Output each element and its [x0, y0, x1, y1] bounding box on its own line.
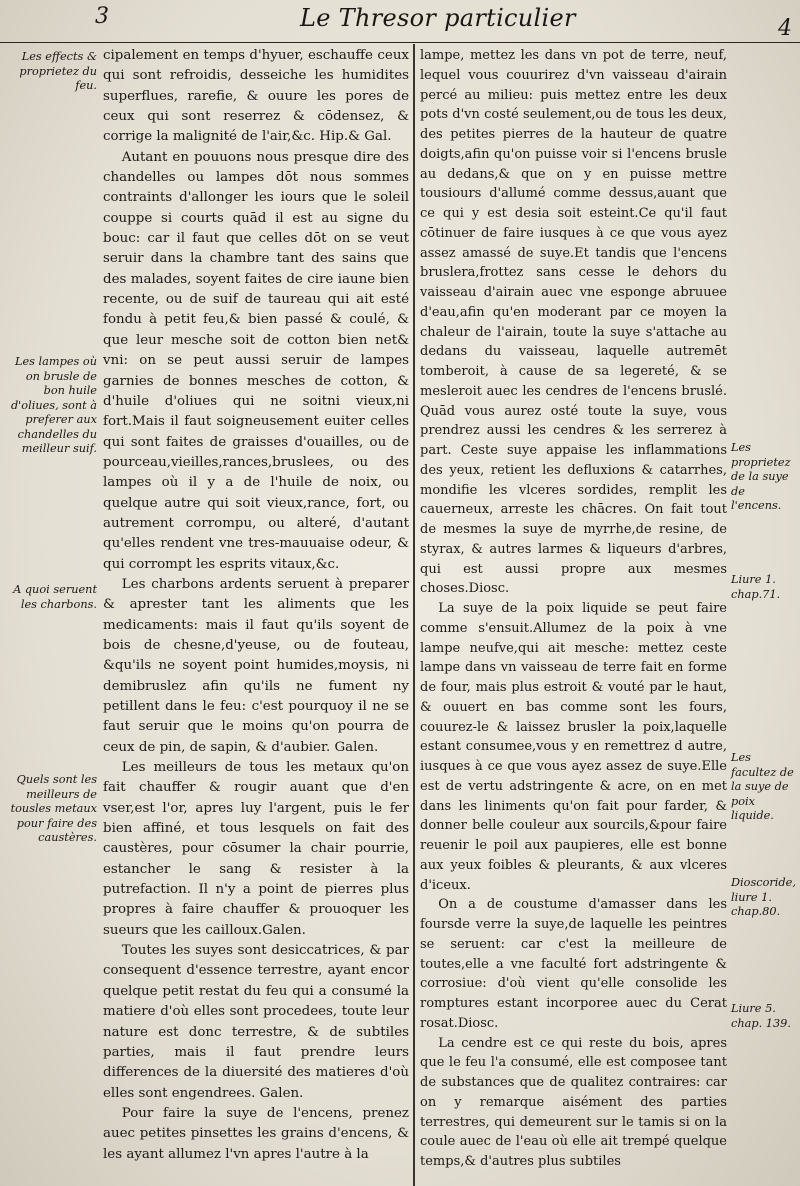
page-header — [0, 0, 800, 43]
left-page-number: 3 — [95, 4, 109, 29]
margin-note: Liure 1. chap.71. — [731, 573, 781, 601]
paragraph: cipalement en temps d'hyuer, eschauffe ceux qui sont refroidis, desseiche les humidites superflues, rarefie, & ouure les pores de ceux qui sont reserrez & cōdensez, & corrige la malignité de l'air,&c. Hip.& Gal. — [103, 48, 409, 145]
margin-note: Liure 5. chap. 139. — [731, 1002, 791, 1030]
margin-note: Les proprietez de la suye de l'encens. — [731, 441, 791, 512]
running-title: Le Thresor particulier — [300, 4, 576, 32]
paragraph: La cendre est ce qui reste du bois, apres que le feu l'a consumé, elle est composee tant de substances que de qualitez contraires: car on y remarque aisément des parties terrestres, qui demeurent sur le tamis si on la coule auec de l'eau où elle ait trempé quelque temps,& d'autres plus subtiles — [420, 1035, 727, 1169]
right-text-column — [420, 46, 727, 1172]
margin-note: Quels sont les meilleurs de tousles metaux pour faire des caustères. — [10, 773, 97, 844]
column-divider — [413, 44, 415, 1186]
paragraph: lampe, mettez les dans vn pot de terre, neuf, lequel vous couurirez d'vn vaisseau d'airain percé au milieu: puis mettez entre les deux pots d'vn costé seulement,ou de tous les deux, des petites pierres de la hauteur de quatre doigts,afin qu'on puisse voir si l'encens brusle au dedans,& que on y en puisse mettre tousiours d'allumé comme dessus,auant que ce qui y est desia soit esteint.Ce qu'il faut cōtinuer de faire iusques à ce que vous ayez assez amassé de suye.Et tandis que l'encens bruslera,frottez sans cesse le dehors du vaisseau d'airain auec vne esponge abruuee d'eau,afin qu'en moderant par ce moyen la chaleur de l'airain, toute la suye s'attache au dedans du vaisseau, laquelle autremēt tomberoit, à cause de sa legereté, & se mesleroit auec les cendres de l'encens bruslé. Quād vous aurez osté toute la suye, vous prendrez aussi les cendres & les serrerez à part. Ceste suye appaise les inflammations des yeux, retient les defluxions & catarrhes, mondifie les vlceres sordides, remplit les cauerneux, arreste les chācres. On fait tout de mesmes la suye de myrrhe,de resine, de styrax, & autres larmes & liqueurs d'arbres, qui est aussi propre aux mesmes choses.Diosc. — [420, 48, 727, 597]
paragraph: Autant en pouuons nous presque dire des chandelles ou lampes dōt nous sommes contraints d'allonger les iours que le soleil couppe si courts quād il est au signe du bouc: car il faut que celles dōt on se veut seruir dans la chambre tant des sains que des malades, soyent faites de cire iaune bien recente, ou de suif de taureau qui ait esté fondu à petit feu,& bien passé & coulé, & que leur mesche soit de cotton bien net& vni: on se peut aussi seruir de lampes garnies de bonnes mesches de cotton, & d'huile d'oliues qui ne soitni vieux,ni fort.Mais il faut soigneusement euiter celles qui sont faites de graisses d'ouailles, ou de pourceau,vieilles,rances,bruslees, ou des lampes où il y a de l'huile de noix, ou quelque autre qui soit vieux,rance, fort, ou autrement corrompu, ou alteré, d'autant qu'elles rendent vne tres-mauuaise odeur, & qui corrompt les esprits vitaux,&c. — [103, 149, 409, 572]
right-page-number: 4 — [778, 16, 792, 41]
margin-note: A quoi seruent les charbons. — [13, 583, 97, 611]
paragraph: Pour faire la suye de l'encens, prenez auec petites pinsettes les grains d'encens, & les ayant allumez l'vn apres l'autre à la — [103, 1105, 409, 1162]
margin-note: Les lampes où on brusle de bon huile d'oliues, sont à preferer aux chandelles du meilleur suif. — [10, 355, 97, 455]
margin-note: Les facultez de la suye de poix liquide. — [731, 751, 794, 822]
paragraph: La suye de la poix liquide se peut faire comme s'ensuit.Allumez de la poix à vne lampe neufve,qui ait mesche: mettez ceste lampe dans vn vaisseau de terre fait en forme de four, mais plus estroit & vouté par le haut, & ouuert en bas comme sont les fours, couurez-le & laissez brusler la poix,laquelle estant consumee,vous y en remettrez d autre, iusques à ce que vous ayez assez de suye.Elle est de vertu adstringente & acre, on en met dans les liniments qu'on fait pour farder, & donner belle couleur aux sourcils,&pour faire reuenir le poil aux paupieres, elle est bonne aux yeux foibles & pleurants, & aux vlceres d'iceux. — [420, 601, 727, 893]
paragraph: On a de coustume d'amasser dans les foursde verre la suye,de laquelle les peintres se seruent: car c'est la meilleure de toutes,elle a vne faculté fort adstringente & corrosiue: d'où vient qu'elle consolide les romptures estant incorporee auec du Cerat rosat.Diosc. — [420, 897, 727, 1031]
paragraph: Les meilleurs de tous les metaux qu'on fait chauffer & rougir auant que d'en vser,est l'or, apres luy l'argent, puis le fer bien affiné, et tous lesquels on fait des caustères, pour cōsumer la chair pourrie, estancher le sang & resister à la putrefaction. Il n'y a point de pierres plus propres à faire chauffer & prouoquer les sueurs que les cailloux.Galen. — [103, 760, 409, 938]
paragraph: Toutes les suyes sont desiccatrices, & par consequent d'essence terrestre, ayant encor quelque petit restat du feu qui a consumé la matiere d'où elles sont procedees, toute leur nature est donc terrestre, & de subtiles parties, mais il faut prendre leurs differences de la diuersité des matieres d'où elles sont engendrees. Galen. — [103, 943, 409, 1101]
margin-note: Dioscoride, liure 1. chap.80. — [731, 876, 796, 918]
margin-note: Les effects & proprietez du feu. — [19, 50, 97, 92]
left-text-column — [103, 46, 409, 1165]
paragraph: Les charbons ardents seruent à preparer & aprester tant les aliments que les medicaments: mais il faut qu'ils soyent de bois de chesne,d'yeuse, ou de fouteau, &qu'ils ne soyent point humides,moysis, ni demibruslez afin qu'ils ne fument ny petillent dans le feu: c'est pourquoy il ne se faut seruir que le moins qu'on pourra de ceux de pin, de sapin, & d'aubier. Galen. — [103, 576, 409, 755]
